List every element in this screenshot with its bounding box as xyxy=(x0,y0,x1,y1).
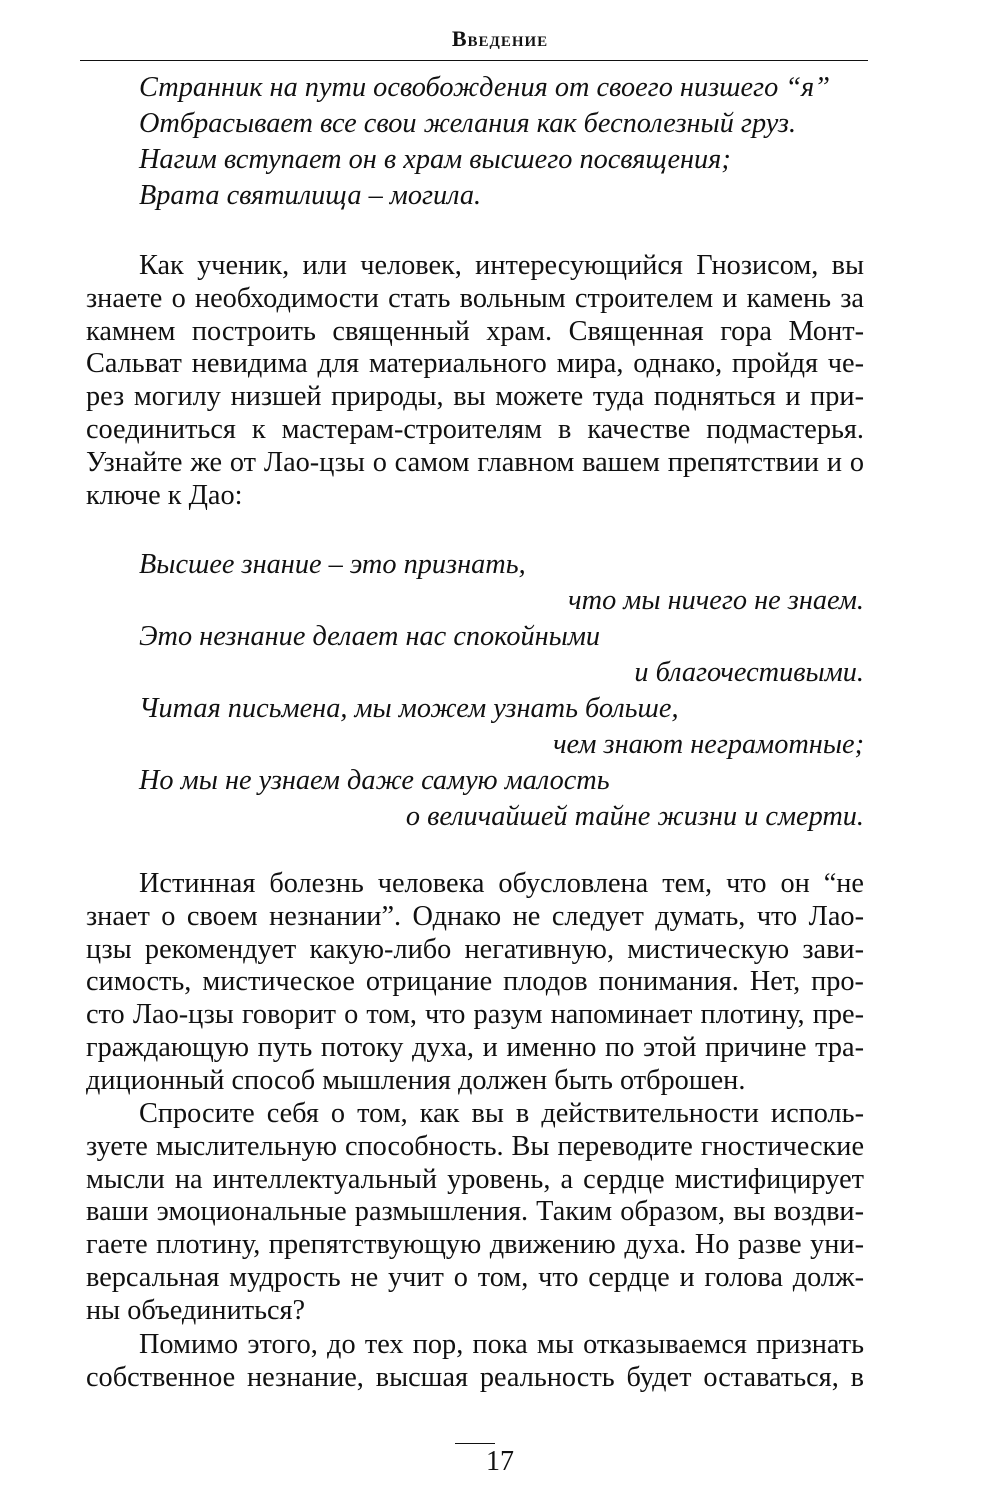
text-line: зуете мыслительную способность. Вы переводите гностические xyxy=(86,1130,864,1162)
header-rule xyxy=(80,60,868,61)
text-line: сто Лао-цзы говорит о том, что разум напоминает плотину, пре- xyxy=(86,999,864,1031)
lao-tzu-verse xyxy=(86,547,864,835)
verse-line: Нагим вступает он в храм высшего посвящения; xyxy=(139,144,731,175)
text-line: камнем построить священный храм. Священная гора Монт- xyxy=(86,315,864,347)
running-head: Введение xyxy=(451,26,549,51)
text-line: симость, мистическое отрицание плодов понимания. Нет, про- xyxy=(86,966,864,998)
text-line: версальная мудрость не учит о том, что сердце и голова долж- xyxy=(86,1261,864,1293)
folio-rule xyxy=(455,1443,495,1444)
verse-line: Врата святилища – могила. xyxy=(139,180,482,211)
text-line: ваши эмоциональные размышления. Таким образом, вы воздви- xyxy=(86,1196,864,1228)
verse-line: Странник на пути освобождения от своего низшего “я” xyxy=(139,72,830,103)
paragraph-2 xyxy=(86,868,864,1098)
text-line: Спросите себя о том, как вы в действительности исполь- xyxy=(139,1098,864,1129)
verse-line: Отбрасывает все свои желания как бесполезный груз. xyxy=(139,108,797,139)
text-line: ны объединиться? xyxy=(86,1294,306,1326)
text-line: знает о своем незнании”. Однако не следует думать, что Лао- xyxy=(86,900,864,932)
text-line: Сальват невидима для материального мира, однако, пройдя че- xyxy=(86,348,864,380)
text-line: рез могилу низшей природы, вы можете туда подняться и при- xyxy=(86,381,864,413)
verse-line: Читая письмена, мы можем узнать больше, xyxy=(139,693,679,724)
text-line: Узнайте же от Лао-цзы о самом главном вашем препятствии и о xyxy=(86,446,864,478)
text-line: граждающую путь потоку духа, и именно по этой причине тра- xyxy=(86,1031,864,1063)
paragraph-3 xyxy=(86,1098,864,1328)
page-number: 17 xyxy=(486,1446,514,1477)
verse-line-continuation: что мы ничего не знаем. xyxy=(568,585,864,616)
text-line: Как ученик, или человек, интересующийся Гнозисом, вы xyxy=(139,250,864,281)
text-line: Помимо этого, до тех пор, пока мы отказываемся признать xyxy=(139,1329,864,1360)
verse-line: Но мы не узнаем даже самую малость xyxy=(139,765,610,796)
text-line: соединиться к мастерам-строителям в качестве подмастерья. xyxy=(86,413,864,445)
text-line: собственное незнание, высшая реальность будет оставаться, в xyxy=(86,1361,864,1393)
verse-line-continuation: чем знают неграмотные; xyxy=(553,729,864,760)
paragraph-1 xyxy=(86,250,864,512)
text-line: диционный способ мышления должен быть отброшен. xyxy=(86,1064,746,1096)
opening-verse xyxy=(86,70,864,214)
text-line: цзы рекомендует какую-либо негативную, мистическую зави- xyxy=(86,933,864,965)
verse-line: Это незнание делает нас спокойными xyxy=(139,621,601,652)
verse-line-continuation: и благочестивыми. xyxy=(634,657,864,688)
paragraph-4 xyxy=(86,1329,864,1395)
text-line: гаете плотину, препятствующую движению духа. Но разве уни- xyxy=(86,1229,864,1261)
text-line: знаете о необходимости стать вольным строителем и камень за xyxy=(86,282,864,314)
verse-line-continuation: о величайшей тайне жизни и смерти. xyxy=(405,801,864,832)
text-line: ключе к Дао: xyxy=(86,479,243,511)
text-line: мысли на интеллектуальный уровень, а сердце мистифицирует xyxy=(86,1163,864,1195)
text-line: Истинная болезнь человека обусловлена тем, что он “не xyxy=(139,868,864,899)
verse-line: Высшее знание – это признать, xyxy=(139,549,526,580)
